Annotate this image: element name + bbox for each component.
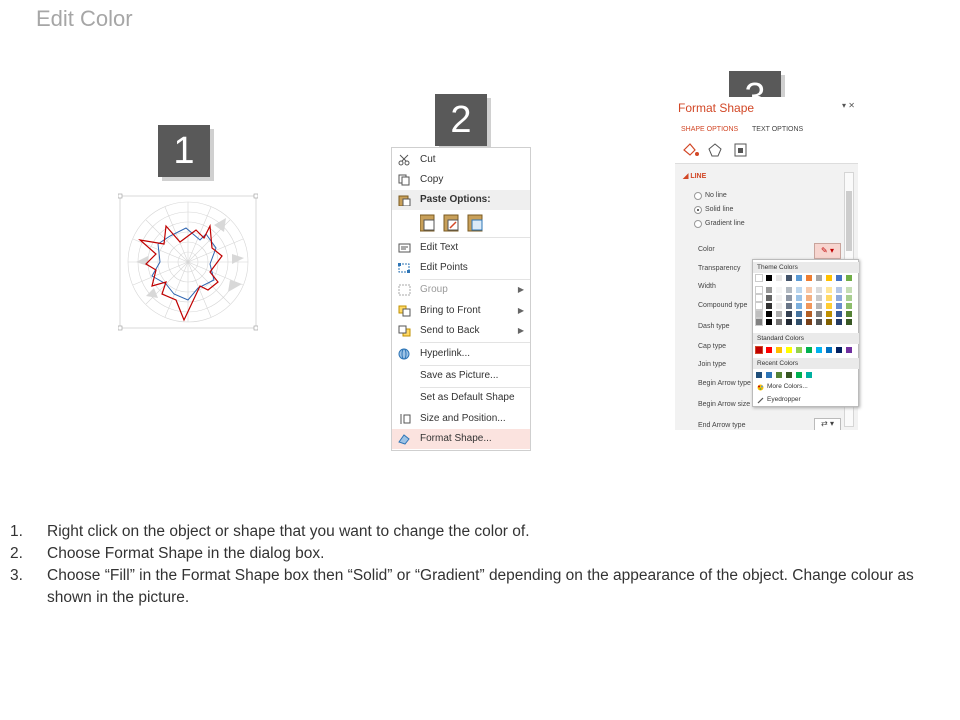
menu-item-save-as-picture[interactable] bbox=[392, 366, 530, 386]
color-swatch[interactable] bbox=[776, 287, 782, 293]
menu-item-label: Cut bbox=[420, 154, 436, 165]
standard-color-swatch[interactable] bbox=[756, 347, 762, 353]
color-swatch[interactable] bbox=[756, 295, 762, 301]
pane-controls bbox=[842, 101, 855, 110]
color-swatch[interactable] bbox=[816, 311, 822, 317]
paste-picture-icon bbox=[468, 215, 482, 231]
color-swatch[interactable] bbox=[766, 295, 772, 301]
radio-label: No line bbox=[705, 192, 727, 199]
send-to-back-icon bbox=[398, 325, 411, 337]
paste-icon bbox=[398, 194, 411, 206]
group-icon bbox=[398, 284, 411, 296]
color-swatch[interactable] bbox=[836, 295, 842, 301]
radio-label: Gradient line bbox=[705, 220, 745, 227]
context-menu bbox=[391, 147, 531, 451]
color-swatch[interactable] bbox=[846, 287, 852, 293]
pen-color-icon: ✎ bbox=[821, 246, 828, 255]
standard-color-swatch[interactable] bbox=[826, 347, 832, 353]
recent-color-swatch[interactable] bbox=[766, 372, 772, 378]
recent-color-swatch[interactable] bbox=[806, 372, 812, 378]
tab-text-options[interactable]: TEXT OPTIONS bbox=[752, 126, 804, 133]
radar-chart-image bbox=[118, 192, 258, 332]
color-swatch[interactable] bbox=[776, 275, 782, 281]
color-swatch[interactable] bbox=[816, 275, 822, 281]
menu-item-label: Edit Points bbox=[420, 262, 468, 273]
standard-color-swatch[interactable] bbox=[786, 347, 792, 353]
color-swatch[interactable] bbox=[766, 303, 772, 309]
color-swatch[interactable] bbox=[846, 275, 852, 281]
color-swatch[interactable] bbox=[826, 287, 832, 293]
color-swatch[interactable] bbox=[796, 275, 802, 281]
color-swatch[interactable] bbox=[766, 287, 772, 293]
menu-item-label: Hyperlink... bbox=[420, 348, 471, 359]
recent-color-swatch[interactable] bbox=[756, 372, 762, 378]
pane-title: Format Shape bbox=[678, 101, 755, 115]
color-swatch[interactable] bbox=[826, 319, 832, 325]
property-label: Width bbox=[698, 283, 716, 290]
property-label: Dash type bbox=[698, 323, 730, 330]
color-swatch[interactable] bbox=[836, 319, 842, 325]
fill-line-icon bbox=[684, 144, 699, 156]
standard-color-swatch[interactable] bbox=[816, 347, 822, 353]
color-swatch[interactable] bbox=[826, 275, 832, 281]
instruction-item: 3. Choose “Fill” in the Format Shape box then “Solid” or “Gradient” depending on the appearance of the object. Change colour as shown in the picture. bbox=[10, 567, 914, 606]
standard-color-swatch[interactable] bbox=[836, 347, 842, 353]
recent-color-swatch[interactable] bbox=[786, 372, 792, 378]
menu-item-label: Set as Default Shape bbox=[420, 392, 515, 403]
edit-text-icon bbox=[398, 242, 411, 254]
radio-no-line[interactable] bbox=[694, 192, 702, 200]
menu-item-edit-points[interactable] bbox=[392, 258, 530, 278]
submenu-arrow-icon: ▶ bbox=[517, 285, 524, 294]
color-swatch[interactable] bbox=[806, 275, 812, 281]
menu-item-set-default-shape[interactable] bbox=[392, 388, 530, 408]
property-label: Begin Arrow type bbox=[698, 380, 751, 387]
menu-section-paste-options bbox=[392, 190, 530, 210]
scissors-icon bbox=[398, 154, 411, 166]
color-swatch[interactable] bbox=[806, 295, 812, 301]
end-arrow-type-button[interactable]: ⇄ ▾ bbox=[814, 418, 841, 430]
property-label: Join type bbox=[698, 361, 727, 368]
copy-icon bbox=[398, 174, 411, 186]
color-swatch[interactable] bbox=[776, 295, 782, 301]
pane-options-icon[interactable]: ▾ bbox=[842, 101, 847, 110]
menu-item-label: Save as Picture... bbox=[420, 370, 499, 381]
menu-item-size-and-position[interactable] bbox=[392, 409, 530, 429]
menu-item-hyperlink[interactable] bbox=[392, 344, 530, 364]
standard-colors-label: Standard Colors bbox=[753, 333, 859, 344]
color-swatch[interactable] bbox=[806, 311, 812, 317]
color-swatch[interactable] bbox=[836, 303, 842, 309]
menu-item-label: Copy bbox=[420, 174, 444, 185]
instruction-number: 1. bbox=[10, 523, 23, 540]
color-swatch[interactable] bbox=[846, 295, 852, 301]
color-swatch[interactable] bbox=[776, 303, 782, 309]
color-swatch[interactable] bbox=[776, 319, 782, 325]
color-swatch[interactable] bbox=[846, 311, 852, 317]
submenu-arrow-icon: ▶ bbox=[517, 326, 524, 335]
color-swatch[interactable] bbox=[826, 311, 832, 317]
color-swatch[interactable] bbox=[836, 275, 842, 281]
color-swatch[interactable] bbox=[826, 303, 832, 309]
instruction-item: 1. Right click on the object or shape that you want to change the color of. bbox=[10, 521, 955, 543]
color-swatch[interactable] bbox=[816, 303, 822, 309]
color-swatch[interactable] bbox=[836, 311, 842, 317]
color-swatch[interactable] bbox=[786, 303, 792, 309]
paste-options-group bbox=[420, 213, 492, 236]
property-label: Cap type bbox=[698, 343, 727, 350]
menu-separator bbox=[420, 342, 530, 343]
color-swatch[interactable] bbox=[756, 287, 762, 293]
color-swatch[interactable] bbox=[816, 295, 822, 301]
color-swatch[interactable] bbox=[766, 311, 772, 317]
property-label: Begin Arrow size bbox=[698, 401, 751, 408]
paste-keep-formatting-icon bbox=[420, 215, 434, 231]
color-swatch[interactable] bbox=[806, 303, 812, 309]
standard-color-swatch[interactable] bbox=[806, 347, 812, 353]
recent-color-swatch[interactable] bbox=[776, 372, 782, 378]
size-properties-icon bbox=[735, 144, 746, 156]
radar-chart-thumbnail[interactable] bbox=[118, 192, 258, 332]
color-swatch[interactable] bbox=[816, 319, 822, 325]
tab-shape-options[interactable]: SHAPE OPTIONS bbox=[681, 126, 739, 133]
color-picker-popup bbox=[752, 259, 859, 407]
color-swatch[interactable] bbox=[846, 319, 852, 325]
radio-solid-line[interactable] bbox=[694, 206, 702, 214]
instructions-list bbox=[10, 521, 955, 609]
menu-item-label: Group bbox=[420, 284, 448, 295]
color-swatch[interactable] bbox=[776, 311, 782, 317]
outline-color-button[interactable]: ✎ ▾ bbox=[814, 243, 841, 259]
color-swatch[interactable] bbox=[796, 319, 802, 325]
theme-colors-label: Theme Colors bbox=[753, 262, 859, 273]
size-position-icon bbox=[398, 413, 411, 425]
paste-use-destination-icon bbox=[444, 215, 458, 231]
menu-item-bring-to-front[interactable] bbox=[392, 301, 530, 321]
menu-item-label: Format Shape... bbox=[420, 433, 492, 444]
color-swatch[interactable] bbox=[766, 275, 772, 281]
step-badge-1: 1 bbox=[158, 125, 210, 177]
color-swatch[interactable] bbox=[846, 303, 852, 309]
color-swatch[interactable] bbox=[806, 287, 812, 293]
eyedropper-link[interactable]: Eyedropper bbox=[767, 396, 801, 403]
submenu-arrow-icon: ▶ bbox=[517, 306, 524, 315]
color-swatch[interactable] bbox=[786, 295, 792, 301]
more-colors-icon bbox=[757, 384, 764, 391]
close-icon[interactable]: ✕ bbox=[848, 101, 855, 110]
radio-label: Solid line bbox=[705, 206, 734, 213]
recent-colors-label: Recent Colors bbox=[753, 358, 859, 369]
instruction-item: 2. Choose Format Shape in the dialog box. bbox=[10, 543, 955, 565]
property-label: Color bbox=[698, 246, 715, 253]
effects-icon bbox=[709, 144, 721, 156]
property-label: End Arrow type bbox=[698, 422, 746, 429]
standard-color-swatch[interactable] bbox=[766, 347, 772, 353]
color-swatch[interactable] bbox=[796, 311, 802, 317]
color-swatch[interactable] bbox=[796, 287, 802, 293]
menu-item-label: Bring to Front bbox=[420, 305, 481, 316]
page-title: Edit Color bbox=[36, 6, 133, 31]
color-swatch[interactable] bbox=[796, 303, 802, 309]
menu-item-send-to-back[interactable] bbox=[392, 321, 530, 341]
menu-item-group[interactable] bbox=[392, 280, 530, 300]
format-shape-icon bbox=[398, 433, 411, 445]
color-swatch[interactable] bbox=[756, 303, 762, 309]
menu-item-cut[interactable] bbox=[392, 150, 530, 170]
color-swatch[interactable] bbox=[786, 311, 792, 317]
menu-item-format-shape[interactable] bbox=[392, 429, 530, 449]
menu-item-label: Size and Position... bbox=[420, 413, 506, 424]
menu-item-edit-text[interactable] bbox=[392, 238, 530, 258]
property-label: Compound type bbox=[698, 302, 748, 309]
radio-gradient-line[interactable] bbox=[694, 220, 702, 228]
color-swatch[interactable] bbox=[826, 295, 832, 301]
step-badge-2: 2 bbox=[435, 94, 487, 146]
color-swatch[interactable] bbox=[756, 311, 762, 317]
more-colors-link[interactable]: More Colors... bbox=[767, 383, 808, 390]
color-swatch[interactable] bbox=[836, 287, 842, 293]
pane-category-icons bbox=[681, 141, 751, 159]
standard-color-swatch[interactable] bbox=[776, 347, 782, 353]
color-swatch[interactable] bbox=[786, 319, 792, 325]
edit-points-icon bbox=[398, 262, 411, 274]
recent-color-swatch[interactable] bbox=[796, 372, 802, 378]
color-swatch[interactable] bbox=[756, 319, 762, 325]
standard-color-swatch[interactable] bbox=[846, 347, 852, 353]
section-line[interactable]: ◢ LINE bbox=[683, 173, 707, 180]
eyedropper-icon bbox=[757, 397, 764, 404]
color-swatch[interactable] bbox=[806, 319, 812, 325]
color-swatch[interactable] bbox=[786, 275, 792, 281]
color-swatch[interactable] bbox=[816, 287, 822, 293]
menu-item-copy[interactable] bbox=[392, 170, 530, 190]
bring-to-front-icon bbox=[398, 305, 411, 317]
color-swatch[interactable] bbox=[786, 287, 792, 293]
color-swatch[interactable] bbox=[756, 275, 762, 281]
standard-color-swatch[interactable] bbox=[796, 347, 802, 353]
menu-item-label: Send to Back bbox=[420, 325, 480, 336]
menu-item-label: Edit Text bbox=[420, 242, 459, 253]
instruction-number: 3. bbox=[10, 567, 23, 584]
color-swatch[interactable] bbox=[766, 319, 772, 325]
menu-item-label: Paste Options: bbox=[420, 194, 491, 205]
instruction-number: 2. bbox=[10, 545, 23, 562]
property-label: Transparency bbox=[698, 265, 741, 272]
hyperlink-icon bbox=[398, 348, 411, 360]
color-swatch[interactable] bbox=[796, 295, 802, 301]
